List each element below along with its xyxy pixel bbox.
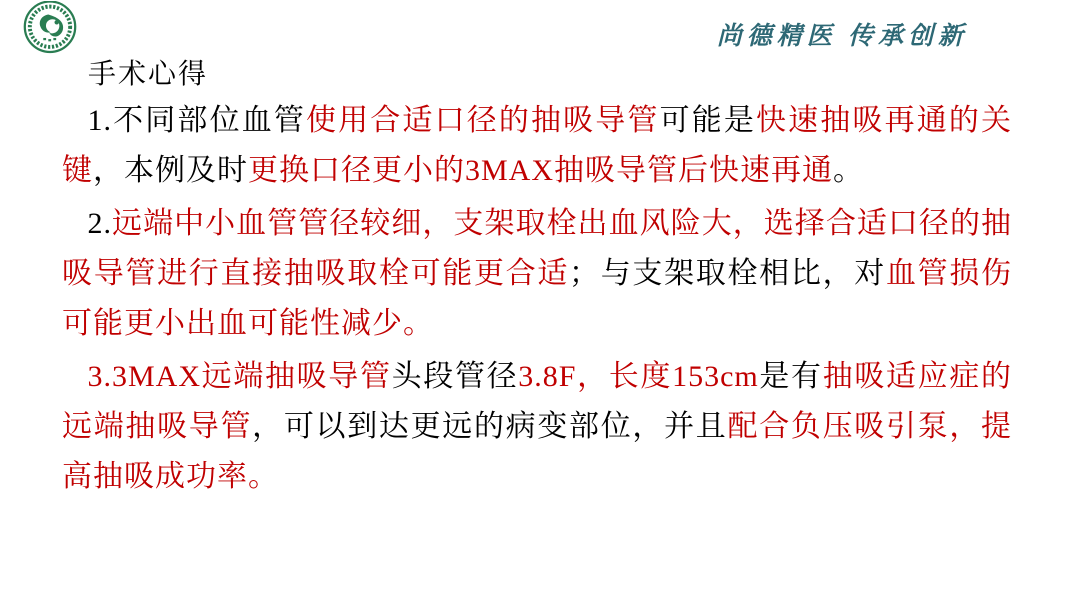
text-segment: 血管损伤可能更小出血可能性减少。 (62, 257, 1013, 340)
text-segment: 是有 (758, 360, 823, 393)
hospital-seal-icon (22, 1, 78, 53)
text-segment: ；与支架取栓相比，对 (569, 257, 886, 290)
text-segment: 头段管径 (391, 360, 519, 393)
motto-text: 尚德精医 传承创新 (716, 23, 968, 50)
note-paragraph (62, 352, 1012, 502)
note-paragraph (62, 199, 1012, 349)
text-segment: 更换口径更小的3MAX抽吸导管后快速再通 (248, 154, 834, 187)
text-segment: ，本例及时 (93, 154, 248, 187)
text-segment: 配合负压吸引泵，提高抽吸成功率。 (62, 410, 1013, 493)
text-segment: 快速抽吸再通的关键 (62, 104, 1013, 187)
note-paragraph (62, 96, 1012, 196)
text-segment: 3.3MAX远端抽吸导管 (87, 360, 392, 393)
text-segment: 3.8F，长度153cm (518, 360, 759, 393)
text-segment: 2. (87, 207, 112, 240)
surgical-notes (62, 96, 1012, 505)
hospital-seal-graphic (22, 1, 78, 57)
text-segment: 1.不同部位血管 (87, 104, 306, 137)
page-title: 手术心得 (88, 59, 209, 90)
text-segment: ，可以到达更远的病变部位，并且 (252, 410, 728, 443)
text-segment: 抽吸适应症的远端抽吸导管 (62, 360, 1013, 443)
text-segment: 远端中小血管管径较细，支架取栓出血风险大，选择合适口径的抽吸导管进行直接抽吸取栓可能更合适 (62, 207, 1012, 290)
text-segment: 使用合适口径的抽吸导管 (306, 104, 660, 137)
text-segment: 可能是 (659, 104, 757, 137)
text-segment: 。 (833, 154, 865, 187)
